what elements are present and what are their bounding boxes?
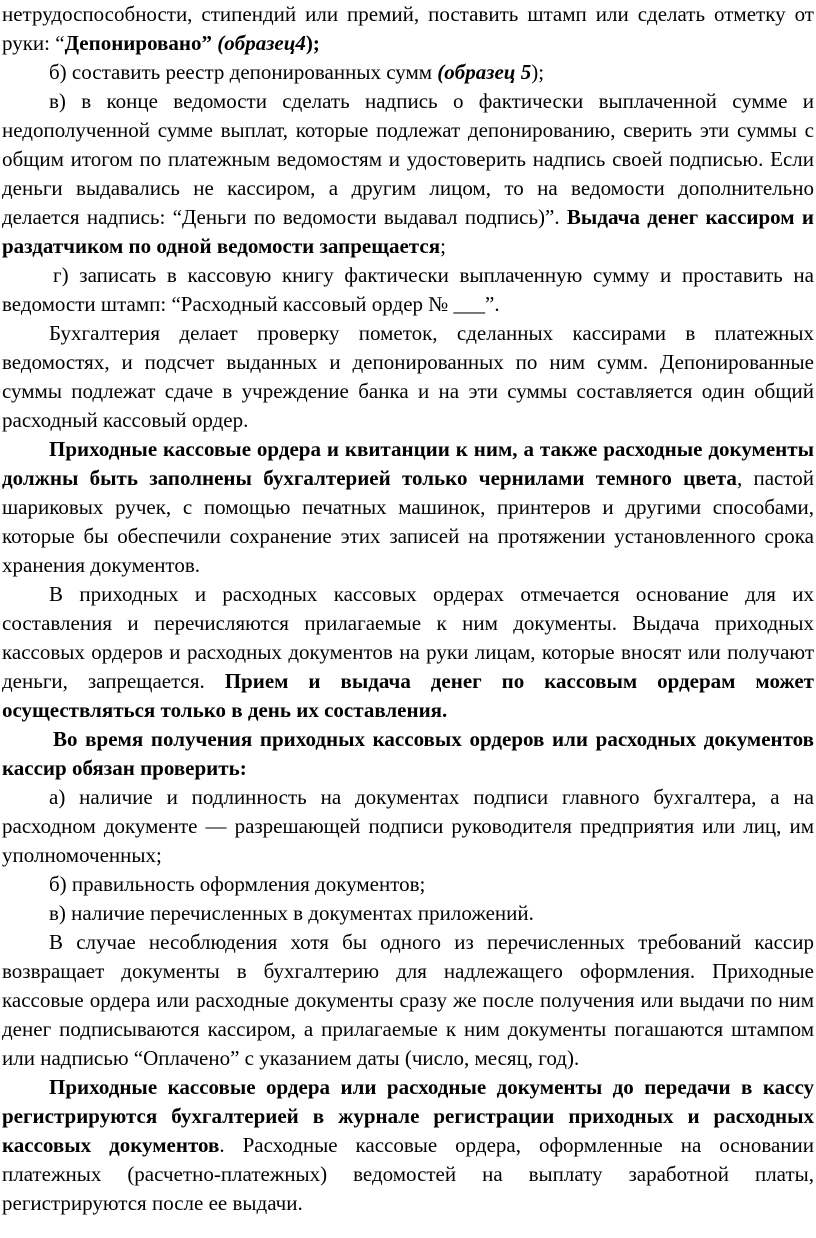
text-run: б) правильность оформления документов; bbox=[49, 872, 426, 896]
paragraph-item-g-cash-book bbox=[2, 261, 814, 319]
text-run: В случае несоблюдения хотя бы одного из перечисленных требований кассир возвращает документы в бухгалтерию для надлежащего оформления. Приходные кассовые ордера или расходные документы сразу же после получения или выдачи по ним денег подписываются кассиром, а прилагаемые к ним документы погашаются штампом или надписью “Оплачено” с указанием даты (число, месяц, год). bbox=[2, 930, 814, 1070]
text-run: ); bbox=[531, 60, 545, 84]
text-run: , пастой шариковых ручек, с помощью печатных машинок, принтеров и другими способами, которые бы обеспечили сохранение этих записей на протяжении установленного срока хранения документов. bbox=[2, 466, 814, 577]
paragraph-non-compliance bbox=[2, 928, 814, 1073]
paragraph-cashier-must-check bbox=[2, 725, 814, 783]
paragraph-check-item-a bbox=[2, 783, 814, 870]
text-run: нетрудоспособности, стипендий или премий, поставить штамп или сделать отметку от руки: “ bbox=[2, 2, 814, 55]
text-run: Бухгалтерия делает проверку пометок, сделанных кассирами в платежных ведомостях, и подсчет выданных и депонированных по ним сумм. Депонированные суммы подлежат сдаче в учреждение банка и на эти суммы составляется один общий расходный кассовый ордер. bbox=[2, 321, 814, 432]
bold-text-run: Приходные кассовые ордера или расходные документы до передачи в кассу регистрируются бухгалтерией в журнале регистрации приходных и расходных кассовых документов bbox=[2, 1075, 814, 1157]
text-run: а) наличие и подлинность на документах подписи главного бухгалтера, а на расходном документе — разрешающей подписи руководителя предприятия или лиц, им уполномоченных; bbox=[2, 785, 814, 867]
paragraph-item-c-statement-note bbox=[2, 87, 814, 261]
paragraph-order-basis bbox=[2, 580, 814, 725]
bold-text-run: Приходные кассовые ордера и квитанции к ним, а также расходные документы должны быть заполнены бухгалтерией только чернилами темного цвета bbox=[2, 437, 814, 490]
paragraph-item-b-register bbox=[2, 58, 814, 87]
bold-text-run: ); bbox=[305, 31, 320, 55]
paragraph-check-item-b bbox=[2, 870, 814, 899]
bold-text-run bbox=[217, 31, 306, 55]
text-run: б) составить реестр депонированных сумм bbox=[49, 60, 438, 84]
paragraph-registration bbox=[2, 1073, 814, 1218]
paragraph-accounting-check bbox=[2, 319, 814, 435]
text-run: . Расходные кассовые ордера, оформленные на основании платежных (расчетно-платежных) ведомостей на выплату заработной платы, регистрируются после ее выдачи. bbox=[2, 1133, 814, 1215]
bold-text-run: Выдача денег кассиром и раздатчиком по одной ведомости запрещается bbox=[2, 205, 815, 258]
bold-text-run: Прием и выдача денег по кассовым ордерам может осуществляться только в день их составления. bbox=[2, 669, 815, 722]
text-run: В приходных и расходных кассовых ордерах отмечается основание для их составления и перечисляются прилагаемые к ним документы. Выдача приходных кассовых ордеров и расходных документов на руки лицам, которые вносят или получают деньги, запрещается. bbox=[2, 582, 814, 693]
italic-reference: (образец 5 bbox=[437, 60, 532, 84]
italic-reference: (образец4 bbox=[217, 31, 306, 55]
bold-text-run bbox=[437, 60, 531, 84]
text-run: г) записать в кассовую книгу фактически выплаченную сумму и проставить на ведомости штамп: “Расходный кассовый ордер № ___”. bbox=[2, 263, 814, 316]
bold-text-run: Во время получения приходных кассовых ордеров или расходных документов кассир обязан проверить: bbox=[2, 727, 814, 780]
text-run: ; bbox=[440, 234, 446, 258]
bold-text-run: Депонировано” bbox=[64, 31, 212, 55]
paragraph-deposit-stamp bbox=[2, 0, 814, 58]
paragraph-check-item-c bbox=[2, 899, 814, 928]
paragraph-ink-requirements bbox=[2, 435, 814, 580]
text-run: в) в конце ведомости сделать надпись о фактически выплаченной сумме и недополученной сумме выплат, которые подлежат депонированию, сверить эти суммы с общим итогом по платежным ведомостям и удостоверить надпись своей подписью. Если деньги выдавались не кассиром, а другим лицом, то на ведомости дополнительно делается надпись: “Деньги по ведомости выдавал подпись)”. bbox=[2, 89, 814, 229]
text-run: в) наличие перечисленных в документах приложений. bbox=[49, 901, 534, 925]
